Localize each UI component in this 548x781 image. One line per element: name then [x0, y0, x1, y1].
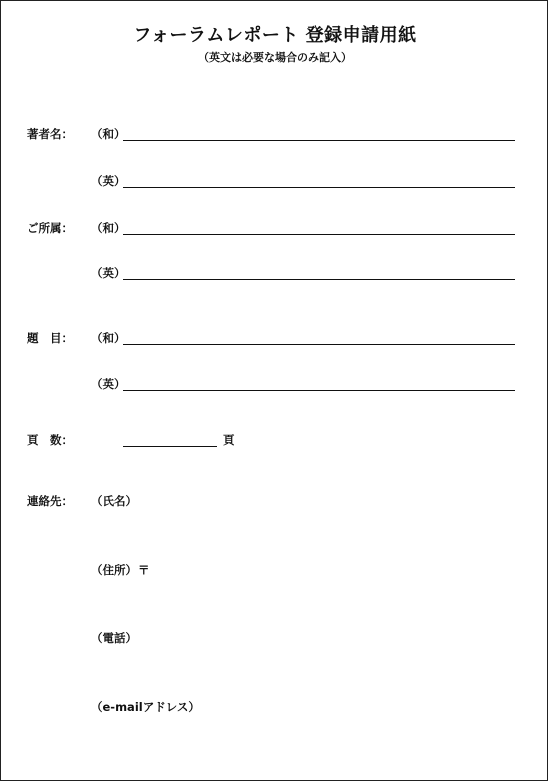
author-ja-label: （和）	[91, 127, 126, 141]
contact-phone-label: （電話）	[91, 631, 137, 645]
pages-label: 頁 数：	[27, 433, 73, 447]
subject-en-label: （英）	[91, 377, 126, 391]
form-subtitle: （英文は必要な場合のみ記入）	[198, 51, 352, 64]
author-ja-input[interactable]	[123, 126, 515, 141]
author-en-label: （英）	[91, 174, 126, 188]
pages-input[interactable]	[123, 433, 217, 447]
affiliation-label: ご所属：	[27, 221, 73, 235]
subject-label: 題 目：	[27, 331, 73, 345]
author-label: 著者名：	[27, 127, 73, 141]
affiliation-en-input[interactable]	[123, 265, 515, 280]
subject-ja-input[interactable]	[123, 330, 515, 345]
contact-label: 連絡先：	[27, 494, 73, 508]
affiliation-ja-label: （和）	[91, 221, 126, 235]
postal-mark: 〒	[138, 563, 150, 577]
contact-address-label: （住所）	[91, 563, 137, 577]
affiliation-ja-input[interactable]	[123, 220, 515, 235]
subject-ja-label: （和）	[91, 331, 126, 345]
author-en-input[interactable]	[123, 173, 515, 188]
pages-unit: 頁	[223, 433, 235, 447]
form-title: フォーラムレポート 登録申請用紙	[133, 25, 417, 46]
subject-en-input[interactable]	[123, 376, 515, 391]
contact-name-label: （氏名）	[91, 494, 137, 508]
contact-email-label: （e-mailアドレス）	[91, 700, 200, 714]
affiliation-en-label: （英）	[91, 266, 126, 280]
